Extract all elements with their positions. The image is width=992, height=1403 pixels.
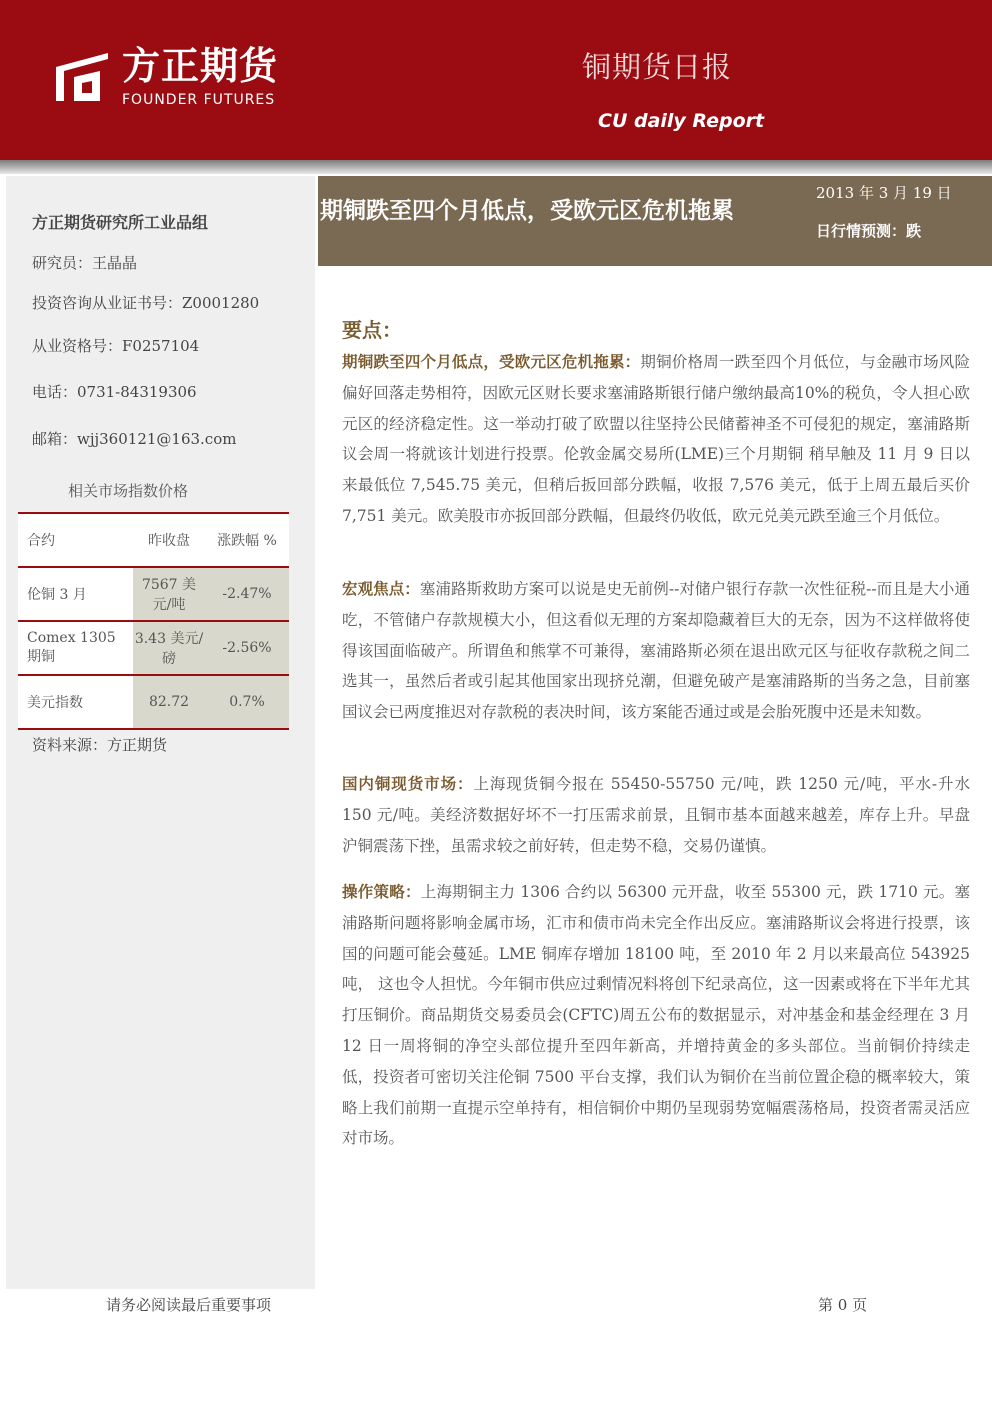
brand-name-cn: 方正期货	[122, 44, 279, 88]
footer-notice: 请务必阅读最后重要事项	[106, 1296, 272, 1314]
report-title-en: CU daily Report	[598, 110, 765, 132]
section-macro	[342, 574, 970, 728]
report-header	[0, 0, 992, 160]
table-cell: Comex 1305 期铜	[18, 621, 133, 675]
section-spot-market	[342, 769, 970, 861]
research-group: 方正期货研究所工业品组	[32, 213, 209, 232]
analyst-name: 研究员：王晶晶	[32, 254, 138, 272]
report-title-cn: 铜期货日报	[582, 50, 733, 84]
table-cell: 3.43 美元/磅	[133, 621, 205, 675]
cert-number: 投资咨询从业证书号：Z0001280	[32, 294, 260, 312]
daily-forecast: 日行情预测：跌	[816, 222, 922, 240]
table-cell: 7567 美元/吨	[133, 567, 205, 621]
section-text: 塞浦路斯救助方案可以说是史无前例--对储户银行存款一次性征税--而且是大小通吃，不管储户存款规模大小，但这看似无理的方案却隐藏着巨大的无奈，因为不这样做将使得该国面临破产。所谓鱼和熊掌不可兼得，塞浦路斯必须在退出欧元区与征收存款税之间二选其一，虽然后者或引起其他国家出现挤兑潮，但避免破产是塞浦路斯的当务之急，目前塞国议会已两度推迟对存款税的表决时间，该方案能否通过或是会胎死腹中还是未知数。	[342, 580, 970, 722]
table-cell: 伦铜 3 月	[18, 567, 133, 621]
founder-logo-icon	[52, 47, 112, 107]
table-cell: 82.72	[133, 675, 205, 729]
brand-name-en: FOUNDER FUTURES	[122, 92, 276, 108]
email: 邮箱：wjj360121@163.com	[32, 430, 237, 448]
section-text: 上海期铜主力 1306 合约以 56300 元开盘，收至 55300 元，跌 1710 元。塞浦路斯问题将影响金属市场，汇市和债市尚未完全作出反应。塞浦路斯议会将进行投票，该国的问题可能会蔓延。LME 铜库存增加 18100 吨，至 2010 年 2 月以来最高位 543925 吨， 这也令人担忧。今年铜市供应过剩情况料将创下纪录高位，这一因素或将在下半年尤其打压铜价。商品期货交易委员会(CFTC)周五公布的数据显示，对冲基金和基金经理在 3 月 12 日一周将铜的净空头部位提升至四年新高，并增持黄金的多头部位。当前铜价持续走低，投资者可密切关注伦铜 7500 平台支撑，我们认为铜价在当前位置企稳的概率较大，策略上我们前期一直提示空单持有，相信铜价中期仍呈现弱势宽幅震荡格局，投资者需灵活应对市场。	[342, 883, 970, 1148]
table-row	[18, 675, 289, 729]
data-source: 资料来源：方正期货	[32, 736, 168, 754]
page-title: 期铜跌至四个月低点，受欧元区危机拖累	[320, 198, 734, 224]
market-table-title: 相关市场指数价格	[68, 482, 189, 500]
section-text: 上海现货铜今报在 55450-55750 元/吨，跌 1250 元/吨，平水-升水 150 元/吨。美经济数据好坏不一打压需求前景，且铜市基本面越来越差，库存上升。早盘沪铜震荡下挫，虽需求较之前好转，但走势不稳，交易仍谨慎。	[342, 775, 970, 855]
table-cell: 0.7%	[205, 675, 289, 729]
table-row	[18, 621, 289, 675]
market-index-table	[18, 512, 289, 730]
table-cell: -2.47%	[205, 567, 289, 621]
table-header-cell: 合约	[18, 513, 133, 567]
section-lead: 宏观焦点：	[342, 580, 420, 598]
section-lead: 操作策略：	[342, 883, 421, 901]
table-row	[18, 567, 289, 621]
table-header-cell: 涨跌幅 %	[205, 513, 289, 567]
report-date: 2013 年 3 月 19 日	[816, 184, 952, 202]
table-header-row	[18, 513, 289, 567]
qualification-number: 从业资格号：F0257104	[32, 337, 200, 355]
section-text: 期铜价格周一跌至四个月低位，与金融市场风险偏好回落走势相符，因欧元区财长要求塞浦路斯银行储户缴纳最高10%的税负，令人担心欧元区的经济稳定性。这一举动打破了欧盟以往坚持公民储蓄神圣不可侵犯的规定，塞浦路斯议会周一将就该计划进行投票。伦敦金属交易所(LME)三个月期铜 稍早触及 11 月 9 日以来最低位 7,545.75 美元，但稍后扳回部分跌幅，收报 7,576 美元，低于上周五最后买价 7,751 美元。欧美股市亦扳回部分跌幅，但最终仍收低，欧元兑美元跌至逾三个月低位。	[342, 353, 970, 525]
section-lead: 国内铜现货市场：	[342, 775, 474, 793]
table-cell: -2.56%	[205, 621, 289, 675]
section-lead: 期铜跌至四个月低点，受欧元区危机拖累：	[342, 353, 641, 371]
phone: 电话：0731-84319306	[32, 383, 197, 401]
section-strategy	[342, 877, 970, 1154]
table-header-cell: 昨收盘	[133, 513, 205, 567]
keypoints-heading: 要点：	[342, 318, 402, 342]
page-number: 第 0 页	[818, 1296, 868, 1314]
section-copper-low	[342, 347, 970, 532]
header-divider	[0, 160, 992, 174]
table-cell: 美元指数	[18, 675, 133, 729]
